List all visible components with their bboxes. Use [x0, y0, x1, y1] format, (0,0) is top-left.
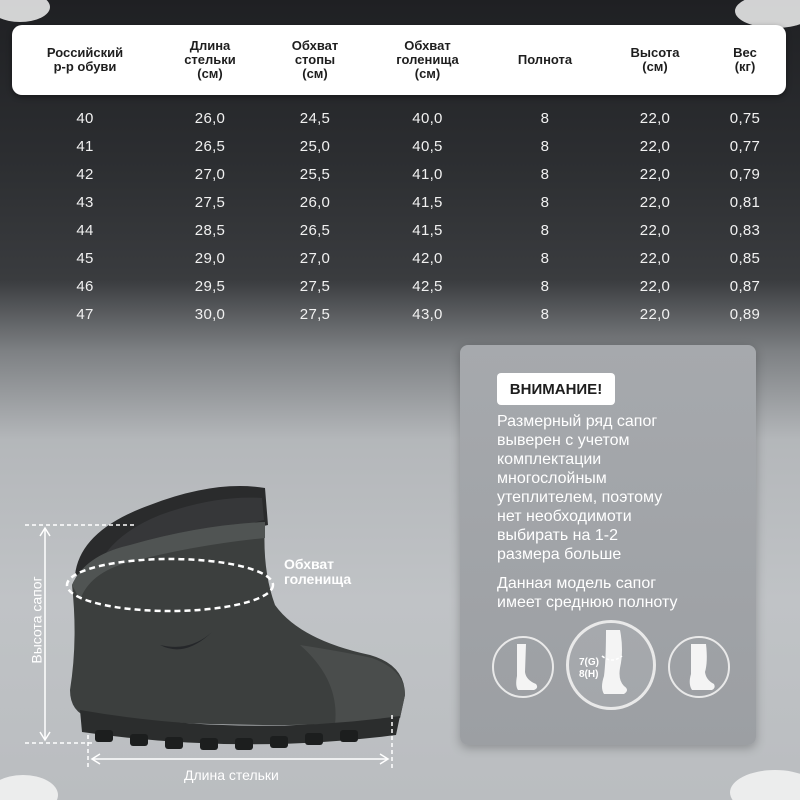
header-shaft-girth: Обхват голенища (см) — [396, 38, 459, 81]
header-weight: Вес (кг) — [733, 45, 757, 74]
header-fullness: Полнота — [517, 52, 573, 67]
cell-weight: 0,77 — [729, 137, 761, 155]
cell-foot-girth: 26,0 — [299, 193, 331, 211]
cell-height: 22,0 — [639, 221, 671, 239]
cell-weight: 0,85 — [729, 249, 761, 267]
cell-foot-girth: 27,5 — [299, 277, 331, 295]
cell-insole-length: 27,5 — [194, 193, 226, 211]
table-row — [0, 160, 800, 188]
shaft-girth-label: Обхват голенища — [284, 556, 352, 587]
table-row — [0, 272, 800, 300]
table-row — [0, 132, 800, 160]
cell-height: 22,0 — [639, 249, 671, 267]
cell-shaft-girth: 40,5 — [412, 137, 443, 155]
cell-fullness: 8 — [540, 221, 550, 239]
cell-weight: 0,87 — [729, 277, 761, 295]
cell-height: 22,0 — [639, 193, 671, 211]
header-height: Высота (см) — [630, 45, 680, 74]
cell-size: 47 — [76, 305, 94, 323]
cell-shaft-girth: 41,5 — [412, 221, 443, 239]
table-row — [0, 216, 800, 244]
cell-insole-length: 29,0 — [194, 249, 226, 267]
cell-size: 41 — [76, 137, 94, 155]
cell-shaft-girth: 42,0 — [412, 249, 443, 267]
cell-shaft-girth: 40,0 — [412, 109, 443, 127]
notice-text: Размерный ряд сапог выверен с учетом комплектации многослойным утеплителем, поэтому нет необходимоти выбирать на 1-2 размера больше — [497, 413, 663, 563]
cell-height: 22,0 — [639, 305, 671, 323]
cell-weight: 0,89 — [729, 305, 761, 323]
cell-foot-girth: 25,0 — [299, 137, 331, 155]
cell-foot-girth: 26,5 — [299, 221, 331, 239]
cell-size: 43 — [76, 193, 94, 211]
cell-size: 44 — [76, 221, 94, 239]
cell-shaft-girth: 43,0 — [412, 305, 443, 323]
cell-size: 42 — [76, 165, 94, 183]
cell-fullness: 8 — [540, 193, 550, 211]
fullness-label: 7(G) 8(H) — [579, 657, 599, 680]
cell-weight: 0,81 — [729, 193, 761, 211]
cell-foot-girth: 24,5 — [299, 109, 331, 127]
insole-length-label: Длина стельки — [184, 767, 279, 783]
cell-insole-length: 30,0 — [194, 305, 226, 323]
cell-shaft-girth: 42,5 — [412, 277, 443, 295]
cell-height: 22,0 — [639, 165, 671, 183]
leg-wide-icon — [668, 636, 730, 698]
cell-weight: 0,83 — [729, 221, 761, 239]
cell-fullness: 8 — [540, 137, 550, 155]
cell-foot-girth: 27,5 — [299, 305, 331, 323]
cell-insole-length: 29,5 — [194, 277, 226, 295]
table-row — [0, 188, 800, 216]
cell-fullness: 8 — [540, 277, 550, 295]
header-size: Российский р-р обуви — [46, 45, 124, 74]
cell-foot-girth: 25,5 — [299, 165, 331, 183]
cell-height: 22,0 — [639, 137, 671, 155]
fullness-text: Данная модель сапог имеет среднюю полноту — [497, 575, 678, 611]
cell-height: 22,0 — [639, 277, 671, 295]
header-foot-girth: Обхват стопы (см) — [291, 38, 339, 81]
cell-size: 45 — [76, 249, 94, 267]
rubber-boot-icon — [70, 486, 405, 750]
notice-badge: ВНИМАНИЕ! — [497, 373, 615, 405]
snow-splash-bottom-right — [730, 770, 800, 800]
cell-insole-length: 27,0 — [194, 165, 226, 183]
cell-fullness: 8 — [540, 109, 550, 127]
cell-insole-length: 26,0 — [194, 109, 226, 127]
cell-size: 46 — [76, 277, 94, 295]
snow-splash-top-left — [0, 0, 50, 22]
table-row — [0, 300, 800, 328]
cell-fullness: 8 — [540, 165, 550, 183]
snow-splash-top-right — [735, 0, 800, 28]
leg-narrow-icon — [492, 636, 554, 698]
cell-weight: 0,75 — [729, 109, 761, 127]
cell-fullness: 8 — [540, 305, 550, 323]
boot-diagram — [0, 340, 460, 800]
cell-insole-length: 26,5 — [194, 137, 226, 155]
cell-shaft-girth: 41,0 — [412, 165, 443, 183]
header-insole-length: Длина стельки (см) — [184, 38, 236, 81]
cell-height: 22,0 — [639, 109, 671, 127]
table-row — [0, 104, 800, 132]
table-row — [0, 244, 800, 272]
cell-size: 40 — [76, 109, 94, 127]
cell-insole-length: 28,5 — [194, 221, 226, 239]
boot-height-label: Высота сапог — [29, 576, 46, 664]
cell-weight: 0,79 — [729, 165, 761, 183]
cell-shaft-girth: 41,5 — [412, 193, 443, 211]
cell-foot-girth: 27,0 — [299, 249, 331, 267]
cell-fullness: 8 — [540, 249, 550, 267]
